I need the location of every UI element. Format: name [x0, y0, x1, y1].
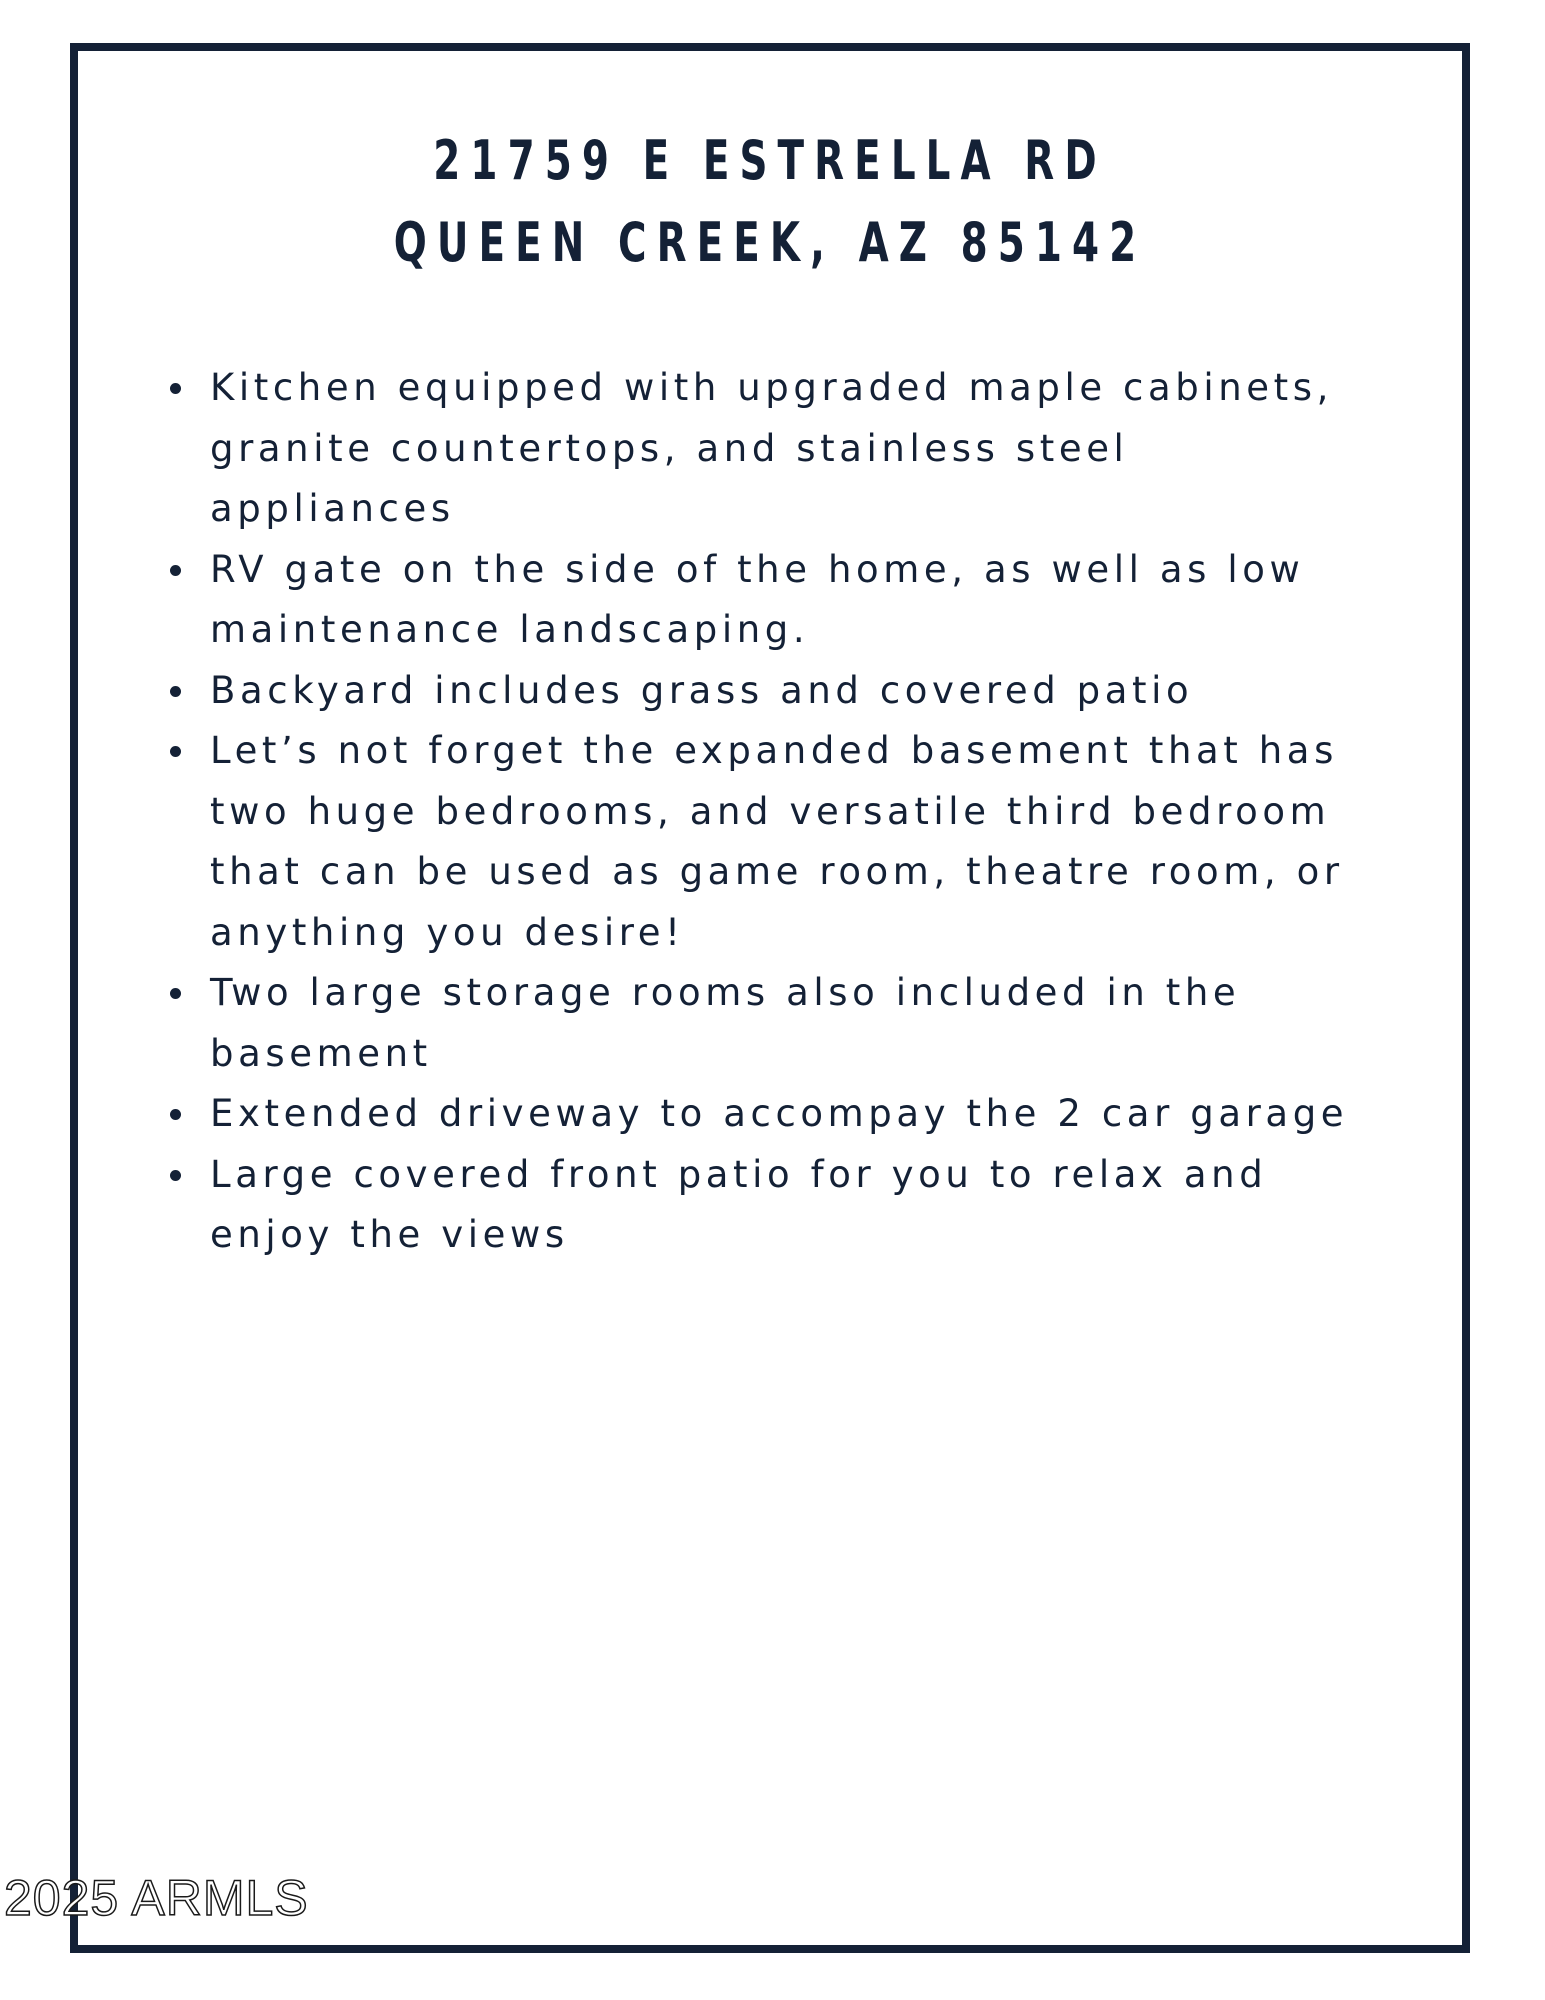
feature-text: Let’s not forget the expanded basement that has two huge bedrooms, and versatile third bedroom that can be used as game room, theatre room, or anything you desire!	[210, 729, 1344, 954]
feature-list	[160, 358, 1380, 1266]
bullet-icon	[170, 1109, 181, 1120]
feature-text: Kitchen equipped with upgraded maple cabinets, granite countertops, and stainless steel appliances	[210, 366, 1333, 530]
feature-item	[160, 661, 1380, 722]
address-street: 21759 E ESTRELLA RD	[433, 129, 1107, 192]
feature-item	[160, 963, 1380, 1084]
address-city-state-zip: QUEEN CREEK, AZ 85142	[393, 211, 1147, 274]
feature-item	[160, 358, 1380, 540]
bullet-icon	[170, 383, 181, 394]
property-address-heading	[266, 120, 1274, 284]
feature-text: Backyard includes grass and covered patio	[210, 668, 1194, 712]
feature-item	[160, 1145, 1380, 1266]
bullet-icon	[170, 686, 181, 697]
bullet-icon	[170, 746, 181, 757]
bullet-icon	[170, 565, 181, 576]
bullet-icon	[170, 988, 181, 999]
bullet-icon	[170, 1170, 181, 1181]
feature-text: Extended driveway to accompay the 2 car garage	[210, 1092, 1349, 1135]
feature-text: Two large storage rooms also included in the basement	[210, 971, 1241, 1075]
copyright-watermark: 2025 ARMLS	[4, 1870, 309, 1926]
feature-item	[160, 721, 1380, 963]
feature-item	[160, 1084, 1380, 1145]
feature-text: RV gate on the side of the home, as well as low maintenance landscaping.	[210, 547, 1305, 651]
feature-item	[160, 540, 1380, 661]
feature-text: Large covered front patio for you to relax and enjoy the views	[210, 1152, 1268, 1256]
